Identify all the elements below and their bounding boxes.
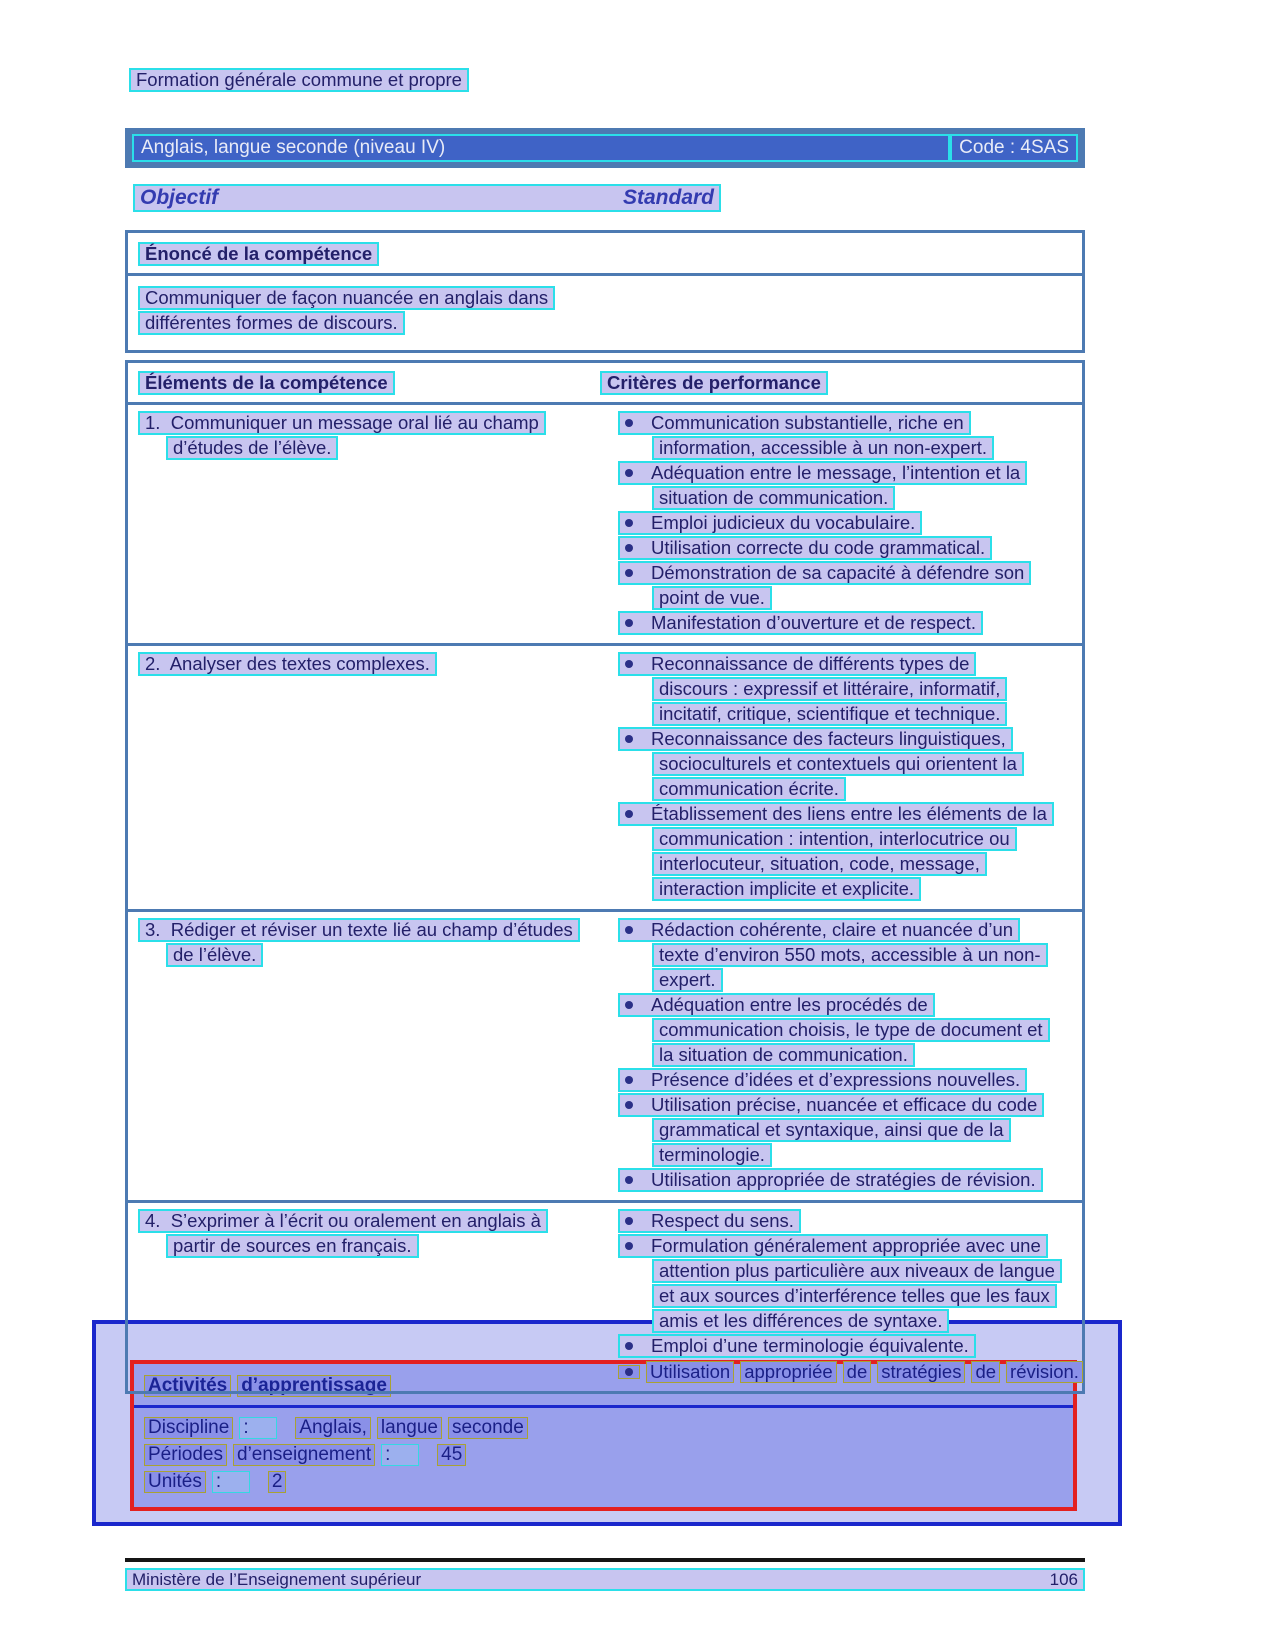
bullet-icon	[625, 1001, 633, 1009]
field-label-word: Unités	[144, 1471, 206, 1493]
criterion-text: situation de communication.	[652, 486, 895, 510]
section-label-text: Formation générale commune et propre	[129, 68, 469, 92]
field-label-word: Discipline	[144, 1417, 233, 1439]
bullet-icon	[625, 419, 633, 427]
element-text: partir de sources en français.	[166, 1234, 419, 1258]
criterion-first-line-text: Formulation généralement appropriée avec une	[651, 1235, 1041, 1256]
criterion-first-line-text: Utilisation correcte du code grammatical.	[651, 537, 986, 558]
footer-ministry-text: Ministère de l’Enseignement supérieur	[132, 1570, 422, 1589]
criterion-first-line-text: Utilisation précise, nuancée et efficace du code	[651, 1094, 1038, 1115]
criterion-text: amis et les différences de syntaxe.	[652, 1309, 949, 1333]
criteria-cell	[600, 652, 1082, 902]
criterion-text: communication choisis, le type de document et	[652, 1018, 1050, 1042]
criterion-text	[618, 1334, 976, 1358]
activities-fields	[134, 1408, 1073, 1507]
document-section-label	[129, 68, 469, 92]
element-cell	[128, 652, 600, 902]
word-box: révision.	[1006, 1361, 1083, 1383]
criterion-line	[618, 536, 1082, 561]
criterion-first-line-text: Communication substantielle, riche en	[651, 412, 964, 433]
criterion-line	[652, 677, 1082, 702]
criterion-first-line-text: Manifestation d’ouverture et de respect.	[651, 612, 976, 633]
criterion-text	[618, 727, 1013, 751]
criterion-text: information, accessible à un non-expert.	[652, 436, 994, 460]
bullet-icon	[625, 469, 633, 477]
activities-field-row	[144, 1468, 1063, 1495]
element-line	[138, 1209, 600, 1234]
element-text: d’études de l’élève.	[166, 436, 338, 460]
criterion-line	[652, 702, 1082, 727]
competence-rows	[128, 405, 1082, 1391]
element-text: 4. S’exprimer à l’écrit ou oralement en anglais à	[138, 1209, 548, 1233]
element-line	[166, 436, 600, 461]
criterion-line	[618, 1209, 1083, 1234]
criterion-line	[618, 561, 1082, 586]
criterion-line	[618, 727, 1082, 752]
criterion-line	[652, 486, 1082, 511]
criterion-text: expert.	[652, 968, 723, 992]
criterion-line	[618, 652, 1082, 677]
criterion-first-line-text: Utilisation appropriée de stratégies de révision.	[651, 1169, 1036, 1190]
activities-title-word: Activités	[144, 1375, 231, 1397]
enonce-body	[128, 276, 1082, 350]
bullet-icon	[625, 519, 633, 527]
criterion-text	[618, 1209, 801, 1233]
field-value-word: Anglais,	[295, 1417, 371, 1439]
element-cell	[128, 411, 600, 636]
footer-rule	[125, 1558, 1085, 1562]
bullet-icon	[625, 1342, 633, 1350]
criterion-line	[652, 852, 1082, 877]
criteria-cell	[600, 918, 1082, 1193]
field-value-word: seconde	[448, 1417, 528, 1439]
table-row	[128, 912, 1082, 1203]
table-row	[128, 1203, 1082, 1391]
element-cell	[128, 918, 600, 1193]
criterion-first-line-text: Reconnaissance de différents types de	[651, 653, 970, 674]
criterion-line	[652, 943, 1082, 968]
criterion-text	[618, 1234, 1048, 1258]
criterion-text	[618, 461, 1027, 485]
criterion-line	[652, 968, 1082, 993]
bullet-icon	[625, 1176, 633, 1184]
criterion-text: texte d’environ 550 mots, accessible à un non-	[652, 943, 1048, 967]
activities-title-word: d’apprentissage	[237, 1375, 391, 1397]
word-box: Utilisation	[646, 1361, 734, 1383]
element-line	[138, 652, 600, 677]
element-cell	[128, 1209, 600, 1384]
bullet-icon	[625, 735, 633, 743]
footer	[125, 1568, 1085, 1591]
bullet-icon	[625, 660, 633, 668]
field-value-word: langue	[377, 1417, 442, 1439]
word-box: de	[843, 1361, 872, 1383]
criterion-text: point de vue.	[652, 586, 772, 610]
field-value-word: 45	[437, 1444, 466, 1466]
criterion-text: et aux sources d’interférence telles que les faux	[652, 1284, 1057, 1308]
criterion-first-line-text: Reconnaissance des facteurs linguistiques,	[651, 728, 1006, 749]
criterion-line	[652, 827, 1082, 852]
bullet-icon	[625, 544, 633, 552]
criterion-text	[618, 802, 1054, 826]
objectif-standard-heading	[133, 184, 721, 212]
criterion-line	[652, 1043, 1082, 1068]
criterion-line	[652, 586, 1082, 611]
table-header-row	[128, 363, 1082, 405]
criterion-line	[618, 461, 1082, 486]
criterion-first-line-text: Démonstration de sa capacité à défendre son	[651, 562, 1025, 583]
field-colon: :	[381, 1444, 419, 1466]
criterion-text: socioculturels et contextuels qui orientent la	[652, 752, 1024, 776]
criterion-first-line-text: Adéquation entre les procédés de	[651, 994, 928, 1015]
bullet-icon	[625, 569, 633, 577]
criterion-line	[618, 1234, 1083, 1259]
criterion-text: grammatical et syntaxique, ainsi que de la	[652, 1118, 1011, 1142]
criterion-line	[652, 1118, 1082, 1143]
criterion-line	[618, 511, 1082, 536]
criterion-text: discours : expressif et littéraire, informatif,	[652, 677, 1007, 701]
criterion-first-line-text: Emploi d’une terminologie équivalente.	[651, 1335, 969, 1356]
criterion-first-line-text: Adéquation entre le message, l’intention et la	[651, 462, 1021, 483]
field-colon: :	[212, 1471, 250, 1493]
criterion-text	[618, 561, 1031, 585]
criterion-first-line-text: Emploi judicieux du vocabulaire.	[651, 512, 916, 533]
course-header-bar	[125, 128, 1085, 168]
criteres-header-text: Critères de performance	[600, 371, 828, 395]
criterion-line-wordboxed	[618, 1359, 1083, 1384]
field-colon: :	[239, 1417, 277, 1439]
criterion-line	[652, 752, 1082, 777]
criterion-first-line-text: Rédaction cohérente, claire et nuancée d’un	[651, 919, 1014, 940]
table-row	[128, 405, 1082, 646]
heading-objectif: Objectif	[140, 186, 219, 209]
table-row	[128, 646, 1082, 912]
criterion-line	[652, 1259, 1083, 1284]
field-label-word: d’enseignement	[233, 1444, 375, 1466]
bullet-dot	[625, 1368, 633, 1376]
activities-field-row	[144, 1414, 1063, 1441]
criterion-text: interaction implicite et explicite.	[652, 877, 921, 901]
enonce-competence-box	[125, 230, 1085, 353]
criterion-text	[618, 536, 992, 560]
criterion-line	[652, 1143, 1082, 1168]
enonce-line: Communiquer de façon nuancée en anglais dans	[138, 286, 555, 310]
bullet-icon	[625, 1242, 633, 1250]
criterion-line	[618, 1168, 1082, 1193]
criterion-text	[618, 993, 935, 1017]
criterion-text: interlocuteur, situation, code, message,	[652, 852, 987, 876]
criterion-line	[652, 436, 1082, 461]
criterion-text	[618, 611, 983, 635]
enonce-header	[128, 233, 1082, 276]
criteria-cell	[600, 411, 1082, 636]
criterion-first-line-text: Respect du sens.	[651, 1210, 794, 1231]
heading-standard: Standard	[622, 186, 714, 209]
field-label-word: Périodes	[144, 1444, 227, 1466]
criterion-text	[618, 1168, 1043, 1192]
bullet-icon	[625, 1217, 633, 1225]
enonce-line: différentes formes de discours.	[138, 311, 405, 335]
bullet-icon	[625, 1101, 633, 1109]
elements-header-text: Éléments de la compétence	[138, 371, 395, 395]
enonce-title: Énoncé de la compétence	[138, 242, 379, 266]
criterion-text	[618, 1093, 1044, 1117]
word-box: stratégies	[877, 1361, 965, 1383]
criteria-cell	[600, 1209, 1083, 1384]
criterion-line	[618, 993, 1082, 1018]
criterion-first-line-text: Établissement des liens entre les éléments de la	[651, 803, 1047, 824]
element-line	[166, 1234, 600, 1259]
word-box: appropriée	[740, 1361, 836, 1383]
course-title: Anglais, langue seconde (niveau IV)	[132, 134, 950, 162]
word-box: de	[971, 1361, 1000, 1383]
criterion-line	[652, 777, 1082, 802]
criterion-first-line-text: Présence d’idées et d’expressions nouvelles.	[651, 1069, 1021, 1090]
criterion-line	[618, 611, 1082, 636]
criterion-line	[652, 877, 1082, 902]
criterion-line	[618, 1334, 1083, 1359]
criterion-text	[618, 411, 971, 435]
element-line	[138, 411, 600, 436]
course-code-badge: Code : 4SAS	[950, 134, 1078, 162]
elements-header-cell	[128, 371, 600, 395]
criterion-text: terminologie.	[652, 1143, 772, 1167]
criteres-header-cell	[600, 371, 828, 395]
footer-page-number: 106	[1049, 1570, 1078, 1589]
bullet-icon	[625, 1076, 633, 1084]
criterion-text: la situation de communication.	[652, 1043, 915, 1067]
bullet-icon	[625, 810, 633, 818]
criterion-line	[618, 1093, 1082, 1118]
criterion-text: communication écrite.	[652, 777, 846, 801]
criterion-text	[618, 511, 922, 535]
criterion-text: attention plus particulière aux niveaux de langue	[652, 1259, 1062, 1283]
criterion-line	[618, 802, 1082, 827]
criterion-text	[618, 918, 1020, 942]
element-text: 3. Rédiger et réviser un texte lié au champ d’études	[138, 918, 580, 942]
criterion-line	[652, 1284, 1083, 1309]
criterion-line	[618, 918, 1082, 943]
criterion-line	[618, 411, 1082, 436]
criterion-line	[618, 1068, 1082, 1093]
element-text: de l’élève.	[166, 943, 263, 967]
criterion-line	[652, 1018, 1082, 1043]
bullet-icon	[625, 926, 633, 934]
element-line	[138, 918, 600, 943]
bullet-icon	[625, 619, 633, 627]
criterion-text	[618, 1068, 1027, 1092]
criterion-text: incitatif, critique, scientifique et technique.	[652, 702, 1007, 726]
activities-field-row	[144, 1441, 1063, 1468]
criterion-text	[618, 652, 976, 676]
element-text: 1. Communiquer un message oral lié au champ	[138, 411, 546, 435]
criterion-line	[652, 1309, 1083, 1334]
criterion-text: communication : intention, interlocutrice ou	[652, 827, 1017, 851]
competence-table	[125, 360, 1085, 1394]
element-text: 2. Analyser des textes complexes.	[138, 652, 437, 676]
element-line	[166, 943, 600, 968]
field-value-word: 2	[268, 1471, 287, 1493]
bullet-icon	[618, 1365, 640, 1379]
